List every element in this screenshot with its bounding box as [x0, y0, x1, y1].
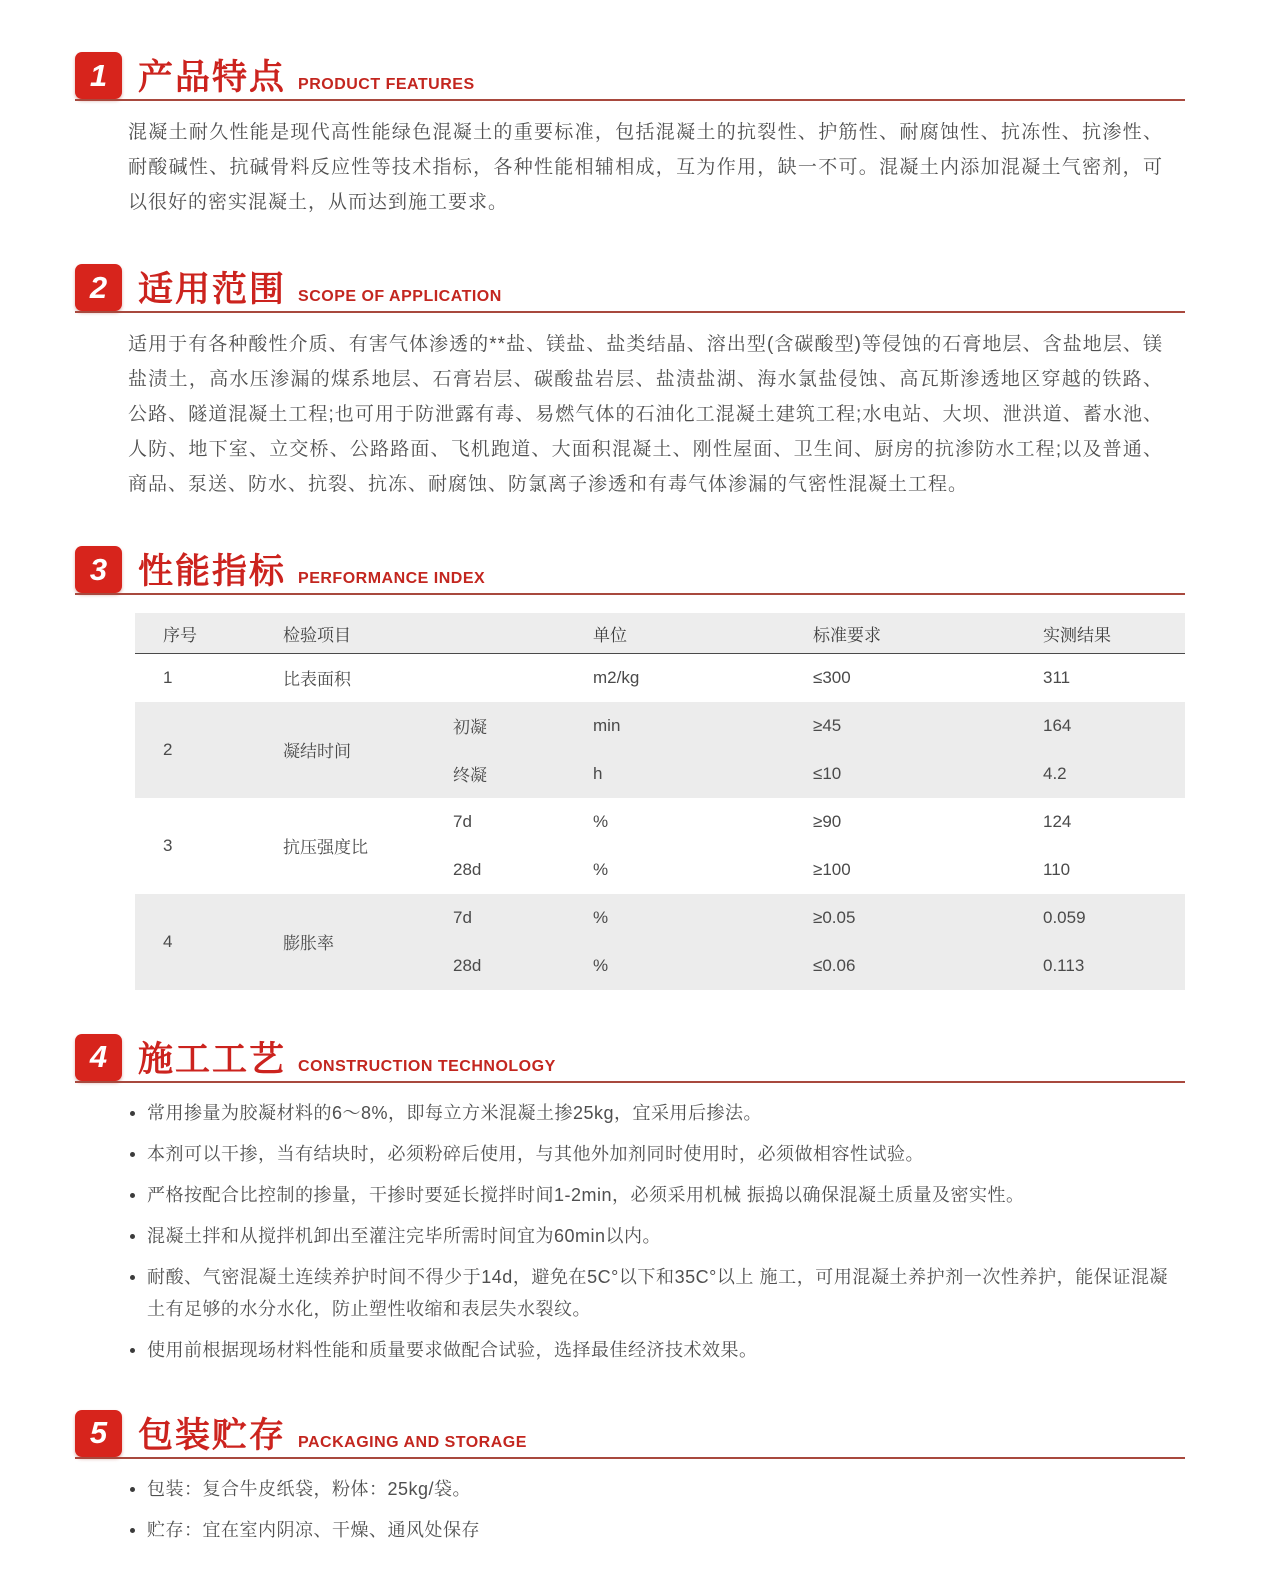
section-title-zh: 适用范围: [138, 270, 287, 309]
section-title-zh: 施工工艺: [138, 1039, 287, 1079]
col-header-result: 实测结果: [1015, 613, 1185, 654]
section-header: [75, 264, 1185, 313]
header-underline: [75, 99, 1185, 101]
bullet-dot: [130, 1275, 135, 1280]
cell-result: 4.2: [1015, 750, 1185, 798]
table-row: [135, 894, 1185, 942]
cell-item: 比表面积: [283, 670, 351, 690]
col-header-item: 检验项目: [255, 613, 565, 654]
cell-sub: [425, 654, 565, 702]
table-row: [135, 702, 1185, 750]
list-item: [128, 1334, 1168, 1366]
section-title-zh: 包装贮存: [138, 1415, 287, 1455]
section-number-badge: [75, 1034, 122, 1081]
bullet-dot: [130, 1528, 135, 1533]
col-header-unit: 单位: [565, 613, 785, 654]
section-header: [75, 1410, 1185, 1459]
cell-item: 抗压强度比: [283, 838, 368, 857]
cell-no: 2: [135, 702, 255, 798]
header-underline: [75, 1081, 1185, 1083]
section-paragraph: 混凝土耐久性能是现代高性能绿色混凝土的重要标准，包括混凝土的抗裂性、护筋性、耐腐蚀性、抗冻性、抗渗性、耐酸碱性、抗碱骨料反应性等技术指标，各种性能相辅相成，互为作用，缺一不可。混凝土内添加混凝土气密剂，可以很好的密实混凝土，从而达到施工要求。: [128, 122, 1163, 213]
construction-bullet-list: [128, 1097, 1168, 1366]
section-number: 4: [89, 1039, 108, 1074]
section-number: 5: [89, 1415, 108, 1450]
cell-standard: ≤300: [813, 667, 851, 687]
section-number: 2: [89, 269, 108, 305]
cell-no: 1: [163, 667, 173, 687]
section-title-en: PERFORMANCE INDEX: [298, 570, 486, 587]
bullet-dot: [130, 1348, 135, 1353]
bullet-text: 使用前根据现场材料性能和质量要求做配合试验，选择最佳经济技术效果。: [147, 1339, 758, 1360]
cell-result: 311: [1043, 667, 1071, 687]
section-title-zh: 产品特点: [138, 58, 287, 97]
performance-table-wrapper: [135, 613, 1185, 990]
section-title-en: SCOPE OF APPLICATION: [298, 288, 502, 305]
bullet-dot: [130, 1487, 135, 1492]
list-item: [128, 1514, 1168, 1546]
bullet-dot: [130, 1152, 135, 1157]
cell-sub: 终凝: [425, 750, 565, 798]
list-item: [128, 1179, 1168, 1211]
bullet-dot: [130, 1111, 135, 1116]
cell-result: 0.113: [1015, 942, 1185, 990]
bullet-text: 本剂可以干掺，当有结块时，必须粉碎后使用，与其他外加剂同时使用时，必须做相容性试验。: [147, 1143, 924, 1164]
section-header: [75, 1034, 1185, 1083]
section-packaging-and-storage: [75, 1410, 1185, 1546]
bullet-text: 常用掺量为胶凝材料的6～8%，即每立方米混凝土掺25kg，宜采用后掺法。: [147, 1102, 763, 1123]
cell-unit: %: [593, 859, 609, 879]
cell-unit: m2/kg: [593, 667, 640, 687]
section-construction-technology: [75, 1034, 1185, 1366]
bullet-text: 耐酸、气密混凝土连续养护时间不得少于14d，避免在5C°以下和35C°以上 施工，可用混凝土养护剂一次性养护，能保证混凝土有足够的水分水化，防止塑性收缩和表层失水裂纹。: [147, 1266, 1168, 1319]
cell-sub: 7d: [425, 894, 565, 942]
cell-standard: ≥45: [785, 702, 1015, 750]
header-underline: [75, 1457, 1185, 1459]
list-item: [128, 1138, 1168, 1170]
cell-result: 0.059: [1015, 894, 1185, 942]
cell-unit: %: [593, 811, 609, 831]
table-row: [135, 798, 1185, 846]
performance-table: [135, 613, 1185, 990]
list-item: [128, 1220, 1168, 1252]
cell-standard: ≤10: [785, 750, 1015, 798]
cell-standard: ≥90: [813, 811, 842, 831]
cell-no: 3: [163, 835, 173, 855]
cell-sub: 28d: [453, 859, 482, 879]
list-item: [128, 1097, 1168, 1129]
bullet-dot: [130, 1234, 135, 1239]
col-header-no: 序号: [135, 613, 255, 654]
cell-no: 4: [135, 894, 255, 990]
section-number-badge: [75, 546, 122, 593]
col-header-standard: 标准要求: [785, 613, 1015, 654]
cell-result: 124: [1043, 811, 1072, 831]
cell-unit: min: [565, 702, 785, 750]
bullet-text: 贮存：宜在室内阴凉、干燥、通风处保存: [147, 1519, 480, 1540]
section-paragraph: 适用于有各种酸性介质、有害气体渗透的**盐、镁盐、盐类结晶、溶出型(含碳酸型)等侵蚀的石膏地层、含盐地层、镁盐渍土，高水压渗漏的煤系地层、石膏岩层、碳酸盐岩层、盐渍盐湖、海水氯盐侵蚀、高瓦斯渗透地区穿越的铁路、公路、隧道混凝土工程;也可用于防泄露有毒、易燃气体的石油化工混凝土建筑工程;水电站、大坝、泄洪道、蓄水池、人防、地下室、立交桥、公路路面、飞机跑道、大面积混凝土、刚性屋面、卫生间、厨房的抗渗防水工程;以及普通、商品、泵送、防水、抗裂、抗冻、耐腐蚀、防氯离子渗透和有毒气体渗漏的气密性混凝土工程。: [128, 334, 1163, 495]
cell-sub: 初凝: [425, 702, 565, 750]
bullet-text: 包装：复合牛皮纸袋，粉体：25kg/袋。: [147, 1478, 472, 1499]
header-underline: [75, 311, 1185, 313]
cell-standard: ≤0.06: [785, 942, 1015, 990]
section-header: [75, 546, 1185, 595]
section-product-features: [75, 52, 1185, 220]
bullet-dot: [130, 1193, 135, 1198]
bullet-text: 严格按配合比控制的掺量，干掺时要延长搅拌时间1-2min，必须采用机械 振捣以确保混凝土质量及密实性。: [147, 1184, 1025, 1205]
section-title-en: PRODUCT FEATURES: [298, 76, 475, 93]
table-row: [135, 654, 1185, 702]
section-scope-of-application: [75, 264, 1185, 502]
cell-unit: %: [565, 894, 785, 942]
section-title-en: CONSTRUCTION TECHNOLOGY: [298, 1057, 556, 1075]
cell-sub: 7d: [453, 811, 472, 831]
cell-result: 164: [1015, 702, 1185, 750]
section-title-zh: 性能指标: [138, 552, 287, 591]
cell-standard: ≥100: [813, 859, 851, 879]
list-item: [128, 1261, 1168, 1325]
cell-standard: ≥0.05: [785, 894, 1015, 942]
header-underline: [75, 593, 1185, 595]
section-title-en: PACKAGING AND STORAGE: [298, 1433, 527, 1451]
cell-unit: h: [565, 750, 785, 798]
section-number-badge: [75, 52, 122, 99]
section-number: 3: [89, 551, 108, 587]
cell-sub: 28d: [425, 942, 565, 990]
section-header: [75, 52, 1185, 101]
section-number: 1: [89, 57, 108, 93]
cell-result: 110: [1043, 859, 1071, 879]
bullet-text: 混凝土拌和从搅拌机卸出至灌注完毕所需时间宜为60min以内。: [147, 1225, 662, 1246]
cell-item: 膨胀率: [255, 894, 425, 990]
cell-unit: %: [565, 942, 785, 990]
section-number-badge: [75, 1410, 122, 1457]
cell-item: 凝结时间: [255, 702, 425, 798]
list-item: [128, 1473, 1168, 1505]
packaging-bullet-list: [128, 1473, 1168, 1546]
section-performance-index: [75, 546, 1185, 990]
table-header-row: [135, 613, 1185, 654]
section-number-badge: [75, 264, 122, 311]
